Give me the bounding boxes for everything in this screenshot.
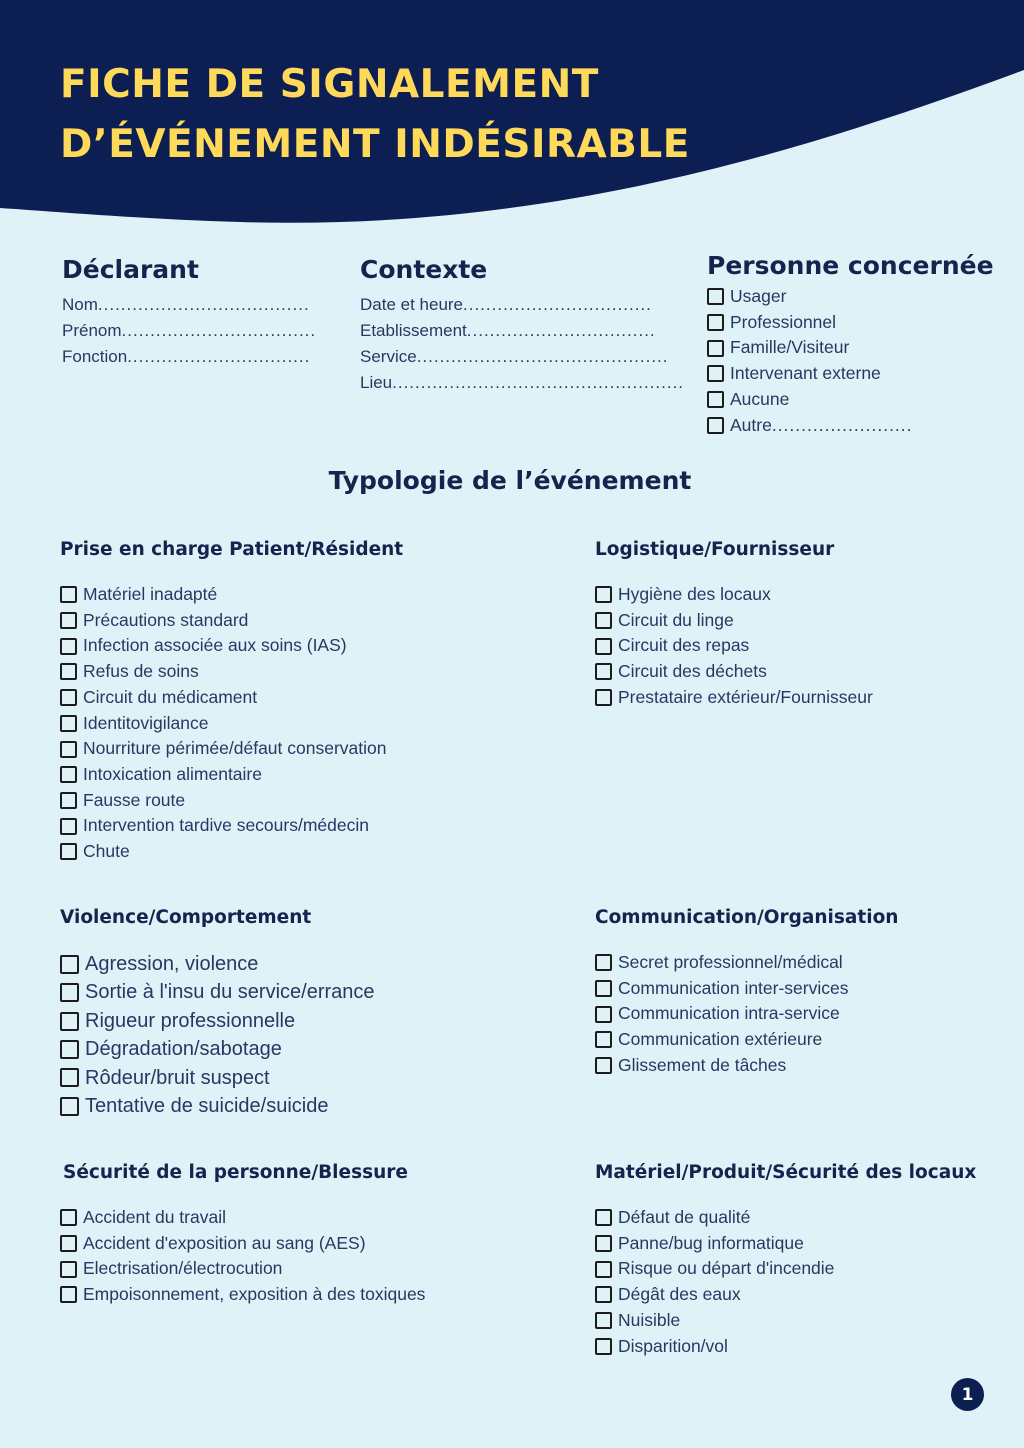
checkbox-icon[interactable] <box>60 1068 79 1087</box>
checkbox-icon[interactable] <box>60 1209 77 1226</box>
section-title: Prise en charge Patient/Résident <box>60 539 404 560</box>
checkbox-icon[interactable] <box>60 1286 77 1303</box>
fonction-field[interactable]: Fonction................................ <box>62 347 311 366</box>
checkbox-item[interactable] <box>595 1334 976 1360</box>
checkbox-icon[interactable] <box>595 1235 612 1252</box>
checkbox-label: Panne/bug informatique <box>618 1232 804 1253</box>
checkbox-item[interactable] <box>60 1231 425 1257</box>
checkbox-label: Accident d'exposition au sang (AES) <box>83 1232 366 1253</box>
prenom-field[interactable]: Prénom.................................. <box>62 321 317 340</box>
checkbox-label: Nuisible <box>618 1309 681 1330</box>
checkbox-item[interactable] <box>60 711 403 737</box>
checkbox-icon[interactable] <box>60 586 77 603</box>
checkbox-icon[interactable] <box>707 340 724 357</box>
checkbox-icon[interactable] <box>60 689 77 706</box>
contexte-heading: Contexte <box>360 255 488 284</box>
section-violence <box>60 907 375 1120</box>
declarant-heading: Déclarant <box>62 255 199 284</box>
checkbox-icon[interactable] <box>707 314 724 331</box>
section-title: Logistique/Fournisseur <box>595 539 835 560</box>
checkbox-usager[interactable]: Usager <box>707 284 994 310</box>
checkbox-icon[interactable] <box>595 1312 612 1329</box>
checkbox-icon[interactable] <box>595 1261 612 1278</box>
checkbox-item[interactable] <box>595 976 898 1002</box>
checkbox-icon[interactable] <box>60 955 79 974</box>
checkbox-icon[interactable] <box>60 983 79 1002</box>
checkbox-label: Précautions standard <box>83 609 249 630</box>
checkbox-icon[interactable] <box>60 1235 77 1252</box>
checkbox-label: Electrisation/électrocution <box>83 1258 283 1279</box>
checkbox-label: Circuit des déchets <box>618 661 767 682</box>
checkbox-label: Hygiène des locaux <box>618 584 771 604</box>
checkbox-icon[interactable] <box>595 638 612 655</box>
checkbox-icon[interactable] <box>60 843 77 860</box>
checkbox-item[interactable] <box>595 1231 976 1257</box>
checkbox-icon[interactable] <box>595 689 612 706</box>
checkbox-label: Défaut de qualité <box>618 1207 751 1227</box>
checkbox-item[interactable] <box>595 1205 976 1231</box>
checkbox-icon[interactable] <box>60 638 77 655</box>
typologie-heading: Typologie de l’événement <box>328 466 692 495</box>
nom-field[interactable]: Nom..................................... <box>62 295 310 314</box>
checkbox-icon[interactable] <box>60 715 77 732</box>
page-title-line-1: FICHE DE SIGNALEMENT <box>60 62 599 107</box>
checkbox-item[interactable] <box>60 1092 375 1120</box>
checkbox-item[interactable] <box>60 1205 425 1231</box>
checkbox-label: Communication intra-service <box>618 1003 840 1024</box>
service-field[interactable]: Service............................................ <box>360 347 669 366</box>
checkbox-item[interactable] <box>595 1053 898 1079</box>
checkbox-label: Communication extérieure <box>618 1029 823 1050</box>
checkbox-icon[interactable] <box>595 1338 612 1355</box>
checkbox-label: Matériel inadapté <box>83 584 218 604</box>
checkbox-item[interactable] <box>60 659 403 685</box>
checkbox-item[interactable] <box>60 1282 425 1308</box>
checkbox-label: Empoisonnement, exposition à des toxiques <box>83 1284 426 1305</box>
checkbox-autre[interactable]: Autre ........................ <box>707 413 994 439</box>
checkbox-icon[interactable] <box>595 1006 612 1023</box>
section-securite-personne <box>63 1162 425 1308</box>
declarant-section <box>62 255 316 370</box>
checkbox-professionnel[interactable]: Professionnel <box>707 310 994 336</box>
section-title: Violence/Comportement <box>60 907 312 928</box>
section-logistique <box>595 539 873 711</box>
checkbox-item[interactable] <box>60 813 403 839</box>
checkbox-aucune[interactable]: Aucune <box>707 387 994 413</box>
checkbox-icon[interactable] <box>595 1031 612 1048</box>
checkbox-icon[interactable] <box>60 818 77 835</box>
checkbox-list <box>595 1205 976 1359</box>
personne-concernee-section <box>707 251 994 438</box>
page-title <box>60 55 690 175</box>
checkbox-item[interactable] <box>60 788 403 814</box>
checkbox-label: Dégradation/sabotage <box>85 1038 282 1061</box>
checkbox-icon[interactable] <box>595 612 612 629</box>
checkbox-list <box>60 582 403 865</box>
checkbox-item[interactable] <box>60 1007 375 1035</box>
section-title: Sécurité de la personne/Blessure <box>63 1162 408 1183</box>
checkbox-label: Intervention tardive secours/médecin <box>83 815 369 836</box>
checkbox-label: Nourriture périmée/défaut conservation <box>83 738 387 759</box>
checkbox-icon[interactable] <box>595 980 612 997</box>
checkbox-label: Chute <box>83 841 130 862</box>
checkbox-list <box>60 950 375 1120</box>
checkbox-item[interactable] <box>60 633 403 659</box>
checkbox-label: Circuit du linge <box>618 609 734 630</box>
checkbox-list <box>595 950 898 1079</box>
checkbox-item[interactable] <box>60 685 403 711</box>
checkbox-item[interactable] <box>595 1308 976 1334</box>
checkbox-icon[interactable] <box>595 1057 612 1074</box>
contexte-section <box>360 255 684 396</box>
checkbox-label: Secret professionnel/médical <box>618 952 843 972</box>
checkbox-label: Circuit des repas <box>618 635 750 656</box>
checkbox-item[interactable] <box>60 978 375 1006</box>
checkbox-label: Circuit du médicament <box>83 686 258 707</box>
checkbox-item[interactable] <box>595 1027 898 1053</box>
checkbox-icon[interactable] <box>595 954 612 971</box>
checkbox-icon[interactable] <box>60 766 77 783</box>
date-heure-field[interactable]: Date et heure................................. <box>360 295 652 314</box>
checkbox-icon[interactable] <box>60 1261 77 1278</box>
checkbox-item[interactable] <box>60 762 403 788</box>
checkbox-label: Accident du travail <box>83 1207 226 1227</box>
personne-concernee-heading: Personne concernée <box>707 251 994 280</box>
section-materiel <box>595 1162 976 1359</box>
checkbox-item[interactable] <box>60 736 403 762</box>
lieu-field[interactable]: Lieu................................................... <box>360 373 685 392</box>
section-communication <box>595 907 898 1079</box>
checkbox-list <box>595 582 873 711</box>
checkbox-item[interactable] <box>60 582 403 608</box>
checkbox-icon[interactable] <box>60 792 77 809</box>
checkbox-item[interactable] <box>595 608 873 634</box>
checkbox-item[interactable] <box>595 633 873 659</box>
checkbox-label: Dégât des eaux <box>618 1284 741 1305</box>
checkbox-icon[interactable] <box>707 365 724 382</box>
checkbox-list <box>60 1205 425 1308</box>
checkbox-item[interactable] <box>595 1282 976 1308</box>
checkbox-icon[interactable] <box>60 663 77 680</box>
checkbox-label: Intoxication alimentaire <box>83 763 262 784</box>
checkbox-label: Agression, violence <box>85 953 259 975</box>
checkbox-label: Disparition/vol <box>618 1335 728 1356</box>
checkbox-icon[interactable] <box>595 1209 612 1226</box>
checkbox-icon[interactable] <box>595 1286 612 1303</box>
checkbox-item[interactable] <box>595 582 873 608</box>
checkbox-item[interactable] <box>60 1064 375 1092</box>
checkbox-icon[interactable] <box>60 741 77 758</box>
checkbox-item[interactable] <box>595 685 873 711</box>
checkbox-icon[interactable] <box>707 288 724 305</box>
checkbox-label: Rôdeur/bruit suspect <box>85 1066 270 1089</box>
checkbox-label: Prestataire extérieur/Fournisseur <box>618 686 873 707</box>
page-title-line-2: D’ÉVÉNEMENT INDÉSIRABLE <box>60 122 690 167</box>
checkbox-icon[interactable] <box>60 1040 79 1059</box>
checkbox-item[interactable] <box>595 950 898 976</box>
checkbox-item[interactable] <box>595 659 873 685</box>
checkbox-label: Sortie à l'insu du service/errance <box>85 981 375 1004</box>
checkbox-intervenant-externe[interactable]: Intervenant externe <box>707 361 994 387</box>
checkbox-icon[interactable] <box>595 586 612 603</box>
checkbox-label: Fausse route <box>83 789 186 810</box>
checkbox-icon[interactable] <box>707 417 724 434</box>
etablissement-field[interactable]: Etablissement................................. <box>360 321 656 340</box>
checkbox-item[interactable] <box>60 608 403 634</box>
checkbox-icon[interactable] <box>707 391 724 408</box>
checkbox-icon[interactable] <box>60 612 77 629</box>
section-title: Communication/Organisation <box>595 907 899 928</box>
section-title: Matériel/Produit/Sécurité des locaux <box>595 1162 977 1183</box>
checkbox-item[interactable] <box>595 1256 976 1282</box>
checkbox-label: Refus de soins <box>83 661 199 682</box>
checkbox-famille-visiteur[interactable]: Famille/Visiteur <box>707 335 994 361</box>
checkbox-icon[interactable] <box>60 1097 79 1116</box>
checkbox-label: Communication inter-services <box>618 977 849 998</box>
checkbox-label: Infection associée aux soins (IAS) <box>83 635 347 656</box>
checkbox-label: Identitovigilance <box>83 712 209 733</box>
checkbox-item[interactable] <box>60 1035 375 1063</box>
checkbox-icon[interactable] <box>60 1012 79 1031</box>
checkbox-label: Tentative de suicide/suicide <box>85 1095 329 1118</box>
checkbox-label: Glissement de tâches <box>618 1054 787 1075</box>
checkbox-item[interactable] <box>60 839 403 865</box>
checkbox-item[interactable] <box>60 1256 425 1282</box>
checkbox-icon[interactable] <box>595 663 612 680</box>
checkbox-item[interactable] <box>60 950 375 978</box>
checkbox-label: Risque ou départ d'incendie <box>618 1258 835 1279</box>
section-prise-en-charge <box>60 539 403 865</box>
checkbox-label: Rigueur professionnelle <box>85 1009 296 1032</box>
checkbox-item[interactable] <box>595 1001 898 1027</box>
page-number-badge: 1 <box>951 1378 984 1411</box>
